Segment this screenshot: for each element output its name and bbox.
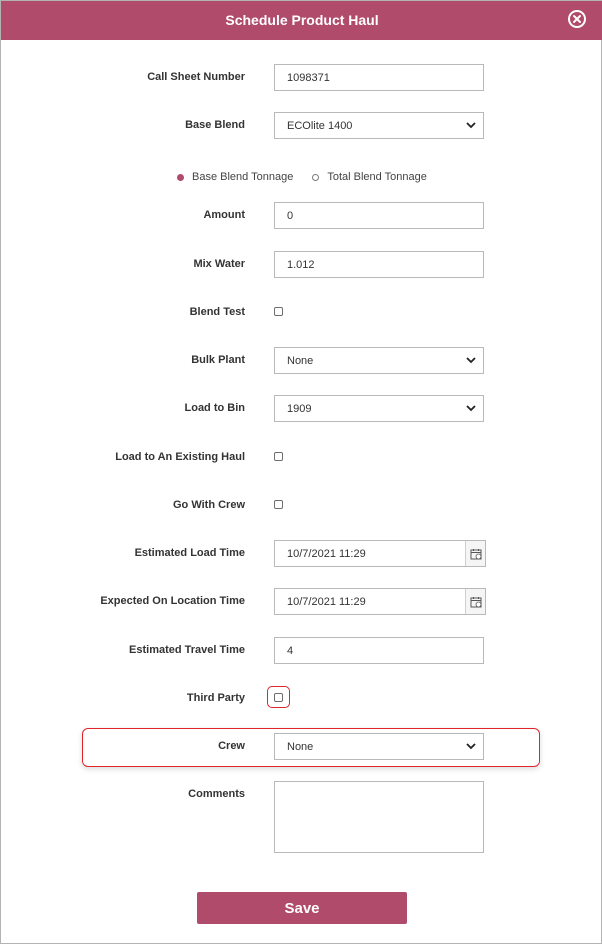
chevron-down-icon xyxy=(466,357,476,364)
expected-on-location-time-input[interactable] xyxy=(274,588,486,615)
amount-label: Amount xyxy=(203,209,245,221)
expected-on-location-time-value: 10/7/2021 11:29 xyxy=(287,595,366,608)
mix-water-input[interactable] xyxy=(274,251,484,278)
dialog-header xyxy=(1,1,602,40)
estimated-load-time-label: Estimated Load Time xyxy=(134,547,245,559)
base-blend-value: ECOlite 1400 xyxy=(287,119,353,132)
chevron-down-icon xyxy=(466,405,476,412)
comments-textarea[interactable] xyxy=(274,781,484,853)
crew-select[interactable] xyxy=(274,733,484,760)
chevron-down-icon xyxy=(466,743,476,750)
load-to-bin-value: 1909 xyxy=(287,402,312,415)
total-blend-tonnage-label: Total Blend Tonnage xyxy=(327,171,427,183)
estimated-travel-time-label: Estimated Travel Time xyxy=(129,644,245,656)
dialog-title: Schedule Product Haul xyxy=(225,12,379,28)
base-blend-select[interactable] xyxy=(274,112,484,139)
call-sheet-number-label: Call Sheet Number xyxy=(147,71,245,83)
load-to-bin-select[interactable] xyxy=(274,395,484,422)
go-with-crew-checkbox[interactable] xyxy=(274,500,283,509)
save-button[interactable]: Save xyxy=(197,892,407,924)
tonnage-radio-group xyxy=(177,171,427,183)
load-to-bin-label: Load to Bin xyxy=(184,402,245,414)
estimated-travel-time-input[interactable] xyxy=(274,637,484,664)
third-party-highlight xyxy=(267,686,290,708)
blend-test-label: Blend Test xyxy=(189,306,245,318)
expected-on-location-time-picker-button[interactable] xyxy=(465,589,485,614)
estimated-load-time-value: 10/7/2021 11:29 xyxy=(287,547,366,560)
bulk-plant-value: None xyxy=(287,354,314,367)
comments-label: Comments xyxy=(188,788,245,800)
go-with-crew-label: Go With Crew xyxy=(172,499,245,511)
chevron-down-icon xyxy=(466,122,476,129)
call-sheet-number-input[interactable] xyxy=(274,64,484,91)
calendar-icon xyxy=(470,548,482,560)
call-sheet-number-value: 1098371 xyxy=(287,71,330,84)
load-to-existing-haul-label: Load to An Existing Haul xyxy=(115,451,245,463)
blend-test-checkbox[interactable] xyxy=(274,307,283,316)
amount-value: 0 xyxy=(287,209,294,222)
expected-on-location-time-label: Expected On Location Time xyxy=(100,595,245,607)
mix-water-value: 1.012 xyxy=(287,258,315,271)
close-icon xyxy=(572,14,582,24)
third-party-label: Third Party xyxy=(186,692,245,704)
base-blend-tonnage-label: Base Blend Tonnage xyxy=(192,171,294,183)
estimated-load-time-picker-button[interactable] xyxy=(465,541,485,566)
close-button[interactable] xyxy=(568,10,586,28)
estimated-travel-time-value: 4 xyxy=(287,644,294,657)
base-blend-label: Base Blend xyxy=(185,119,245,131)
bulk-plant-select[interactable] xyxy=(274,347,484,374)
crew-value: None xyxy=(287,740,314,753)
crew-label: Crew xyxy=(218,740,245,752)
bulk-plant-label: Bulk Plant xyxy=(191,354,245,366)
estimated-load-time-input[interactable] xyxy=(274,540,486,567)
mix-water-label: Mix Water xyxy=(193,258,245,270)
load-to-existing-haul-checkbox[interactable] xyxy=(274,452,283,461)
amount-input[interactable] xyxy=(274,202,484,229)
calendar-icon xyxy=(470,596,482,608)
total-blend-tonnage-radio[interactable] xyxy=(312,174,319,181)
base-blend-tonnage-radio[interactable] xyxy=(177,174,184,181)
